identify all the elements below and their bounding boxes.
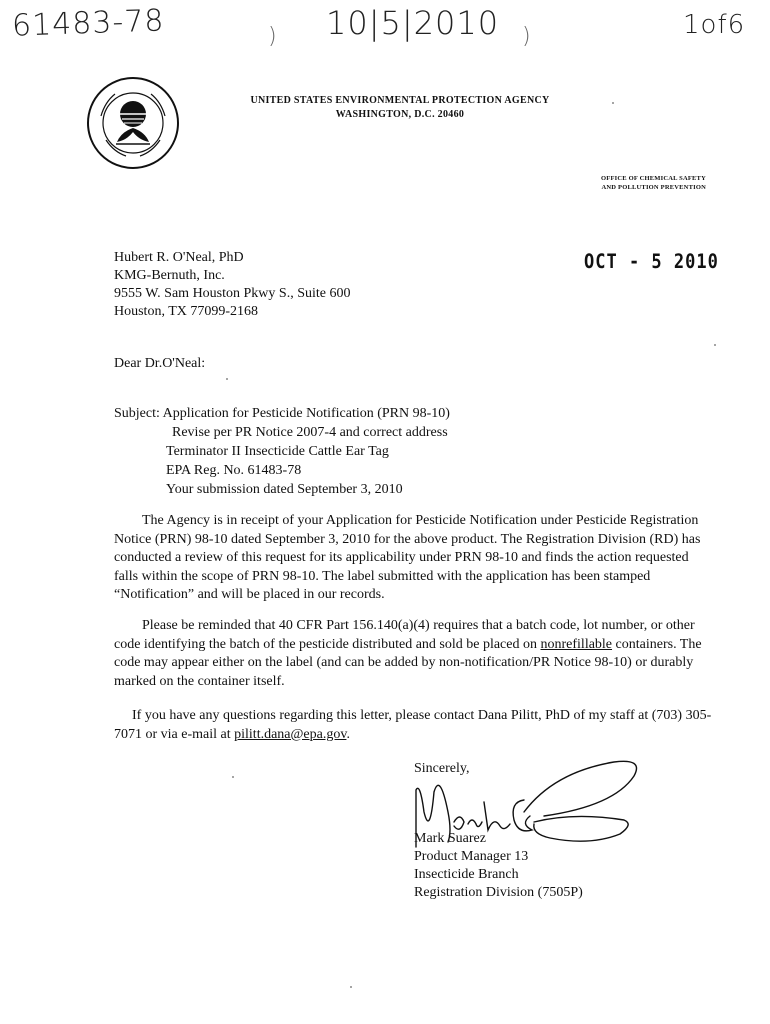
letterhead [200,94,600,122]
paragraph-2-text-b: containers. The code may appear either on the label (and can be added by non-notification/PR Notice 98-10) or durably marked on the container itself. [114,636,702,689]
handwritten-date: 10|5|2010 [326,4,500,42]
subject-revision: Revise per PR Notice 2007-4 and correct address [172,425,448,440]
paragraph-3-text-b: . [346,726,350,742]
recipient-city: Houston, TX 77099-2168 [114,304,259,319]
recipient-name: Hubert R. O'Neal, PhD [114,250,244,265]
subject-block [114,404,450,499]
subject-product: Terminator II Insecticide Cattle Ear Tag [166,444,389,459]
paragraph-1-text: The Agency is in receipt of your Application for Pesticide Notification under Pesticide Registration Notice (PRN) 98-10 dated September 3, 2010 for the above product. The Registration Division (RD) has conducted a review of this request for its applicability under PRN 98-10 and finds the action requested falls within the scope of PRN 98-10. The label submitted with the application has been stamped “Notification” and will be placed in our records. [114,513,701,602]
body-paragraph-2 [114,617,716,691]
scan-speck [232,776,234,778]
signer-title: Product Manager 13 [414,849,529,864]
signer-branch: Insecticide Branch [414,867,519,882]
paragraph-3-text-a: If you have any questions regarding this letter, please contact Dana Pilitt, PhD of my staff at (703) 305-7071 or via e-mail at [114,708,712,742]
closing-sincerely: Sincerely, [414,761,470,776]
scan-speck [350,986,352,988]
contact-email-link[interactable]: pilitt.dana@epa.gov [234,726,347,742]
office-line-2: AND POLLUTION PREVENTION [601,184,706,191]
signer-name: Mark Suarez [414,831,486,846]
office-line-1: OFFICE OF CHEMICAL SAFETY [601,175,706,182]
salutation: Dear Dr.O'Neal: [114,356,206,371]
epa-seal-logo [86,76,180,170]
handwritten-file-number: 61483-78 [11,3,166,44]
body-paragraph-3 [114,707,716,744]
handwritten-paren-left: ) [268,24,277,49]
subject-submission-date: Your submission dated September 3, 2010 [166,482,403,497]
scan-speck [226,378,228,380]
handwritten-paren-right: ) [522,24,531,49]
recipient-address [114,249,350,321]
agency-name: UNITED STATES ENVIRONMENTAL PROTECTION AGENCY [250,95,550,106]
signature-block [414,830,583,902]
recipient-company: KMG-Bernuth, Inc. [114,268,225,283]
scan-speck [612,102,614,104]
date-stamp: OCT - 5 2010 [584,250,719,274]
office-name [520,174,706,192]
subject-reg-number: EPA Reg. No. 61483-78 [166,463,302,478]
signer-division: Registration Division (7505P) [414,885,583,900]
scan-speck [714,344,716,346]
paragraph-2-text-a: Please be reminded that 40 CFR Part 156.140(a)(4) requires that a batch code, lot number, or other code identifying the batch of the pesticide distributed and sold be placed on [114,618,695,652]
handwritten-page-count: 1of6 [683,10,746,40]
nonrefillable-term: nonrefillable [540,636,613,652]
body-paragraph-1 [114,512,716,605]
agency-city: WASHINGTON, D.C. 20460 [335,109,465,120]
recipient-street: 9555 W. Sam Houston Pkwy S., Suite 600 [114,286,351,301]
subject-line: Subject: Application for Pesticide Notification (PRN 98-10) [114,406,450,421]
